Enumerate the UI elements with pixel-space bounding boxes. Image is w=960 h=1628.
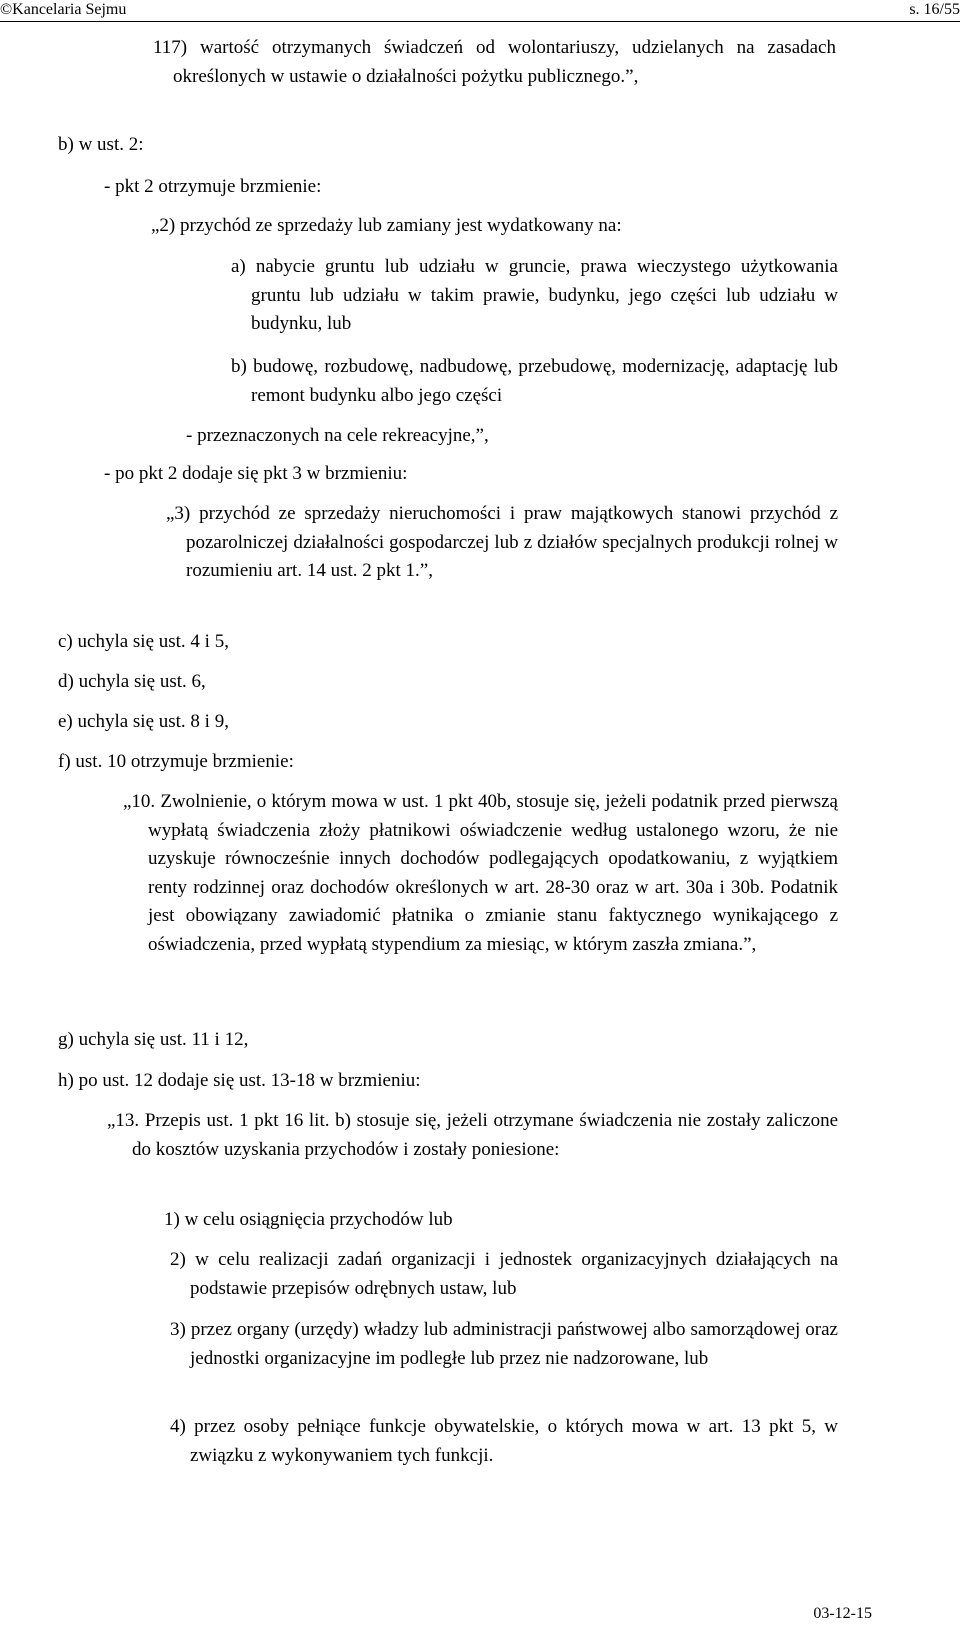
dash-po-pkt2: - po pkt 2 dodaje się pkt 3 w brzmieniu: [104, 463, 408, 484]
quote-ust10: „10. Zwolnienie, o którym mowa w ust. 1 pkt 40b, stosuje się, jeżeli podatnik przed pierwszą wypłatą świadczenia złoży płatnikowi oświadczenie według ustalonego wzoru, że nie uzyskuje równocześnie innych dochodów podlegających opodatkowaniu, z wyjątkiem renty rodzinnej oraz dochodów określonych w art. 28-30 oraz w art. 30a i 30b. Podatnik jest obowiązany zawiadomić płatnika o zmianie stanu faktycznego wynikającego z oświadczenia, przed wypłatą stypendium za miesiąc, w którym zaszła zmiana.”, [123, 791, 838, 955]
item-g: g) uchyla się ust. 11 i 12, [58, 1029, 249, 1050]
quote-pkt2: „2) przychód ze sprzedaży lub zamiany jest wydatkowany na: [151, 215, 622, 236]
item-f: f) ust. 10 otrzymuje brzmienie: [58, 751, 294, 772]
quote-ust13-item-2: 2) w celu realizacji zadań organizacji i jednostek organizacyjnych działających na podstawie przepisów odrębnych ustaw, lub [170, 1249, 838, 1299]
quote-ust13: „13. Przepis ust. 1 pkt 16 lit. b) stosuje się, jeżeli otrzymane świadczenia nie zostały zaliczone do kosztów uzyskania przychodów i zostały poniesione: [107, 1110, 838, 1160]
paragraph-117: 117) wartość otrzymanych świadczeń od wolontariuszy, udzielanych na zasadach określonych w ustawie o działalności pożytku publicznego.”, [153, 37, 836, 87]
dash-pkt2-brzmienie: - pkt 2 otrzymuje brzmienie: [104, 176, 322, 197]
quote-ust13-item-3: 3) przez organy (urzędy) władzy lub administracji państwowej albo samorządowej oraz jednostki organizacyjne im podległe lub przez nie nadzorowane, lub [170, 1319, 838, 1369]
item-d: d) uchyla się ust. 6, [58, 671, 206, 692]
quote-pkt2-item-b: b) budowę, rozbudowę, nadbudowę, przebudowę, modernizację, adaptację lub remont budynku albo jego części [231, 356, 838, 406]
quote-pkt3: „3) przychód ze sprzedaży nieruchomości i praw majątkowych stanowi przychód z pozarolniczej działalności gospodarczej lub z działów specjalnych produkcji rolnej w rozumieniu art. 14 ust. 2 pkt 1.”, [166, 503, 838, 581]
quote-ust13-item-1: 1) w celu osiągnięcia przychodów lub [164, 1209, 453, 1230]
item-h: h) po ust. 12 dodaje się ust. 13-18 w brzmieniu: [58, 1070, 421, 1091]
quote-pkt2-tail: - przeznaczonych na cele rekreacyjne,”, [186, 425, 489, 446]
item-e: e) uchyla się ust. 8 i 9, [58, 711, 229, 732]
header-page-number: s. 16/55 [909, 1, 960, 18]
footer-date: 03-12-15 [813, 1605, 872, 1622]
quote-pkt2-item-a: a) nabycie gruntu lub udziału w gruncie, prawa wieczystego użytkowania gruntu lub udziału w takim prawie, budynku, jego części lub udziału w budynku, lub [231, 256, 838, 334]
header-publisher: ©Kancelaria Sejmu [0, 1, 127, 18]
quote-ust13-item-4: 4) przez osoby pełniące funkcje obywatelskie, o których mowa w art. 13 pkt 5, w związku z wykonywaniem tych funkcji. [170, 1416, 838, 1466]
item-c: c) uchyla się ust. 4 i 5, [58, 631, 229, 652]
item-b-ust2: b) w ust. 2: [58, 134, 144, 155]
page-header [0, 0, 960, 22]
header-rule [0, 21, 960, 22]
